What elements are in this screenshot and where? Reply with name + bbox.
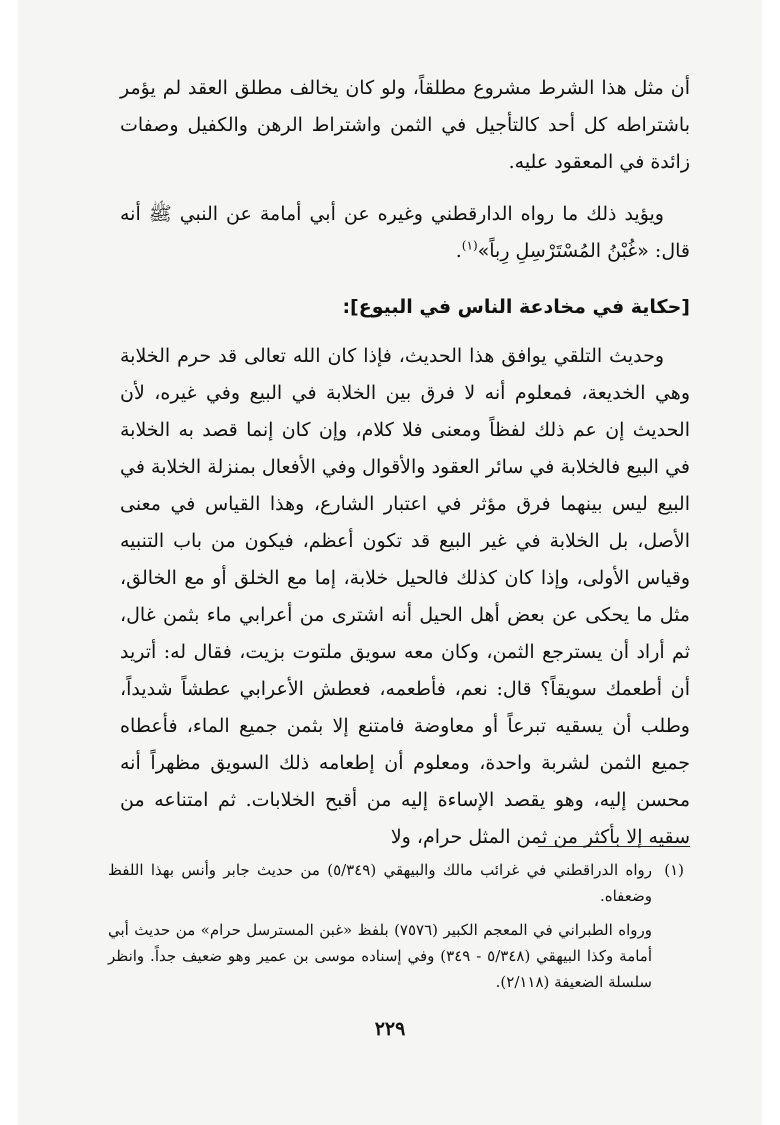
hadith-end: . <box>455 240 462 262</box>
paragraph-intro: أن مثل هذا الشرط مشروع مطلقاً، ولو كان يخالف مطلق العقد لم يؤمر باشتراطه كل أحد كالتأجيل في الثمن واشتراط الرهن والكفيل وصفات زائدة في المعقود عليه. <box>120 77 690 173</box>
footnote-1 <box>108 857 684 909</box>
paragraph-story: وحديث التلقي يوافق هذا الحديث، فإذا كان الله تعالى قد حرم الخلابة وهي الخديعة، فمعلوم أنه لا فرق بين الخلابة في البيع وفي غيره، لأن الحديث إن عم ذلك لفظاً ومعنى فلا كلام، وإن كان إنما قصد به الخلابة في البيع فالخلابة في سائر العقود والأقوال وفي الأفعال بمنزلة الخلابة في البيع ليس بينهما فرق مؤثر في اعتبار الشارع، وهذا القياس في معنى الأصل، بل الخلابة في غير البيع قد تكون أعظم، فيكون من باب التنبيه وقياس الأولى، وإذا كان كذلك فالحيل خلابة، إما مع الخلق أو مع الخالق، مثل ما يحكى عن بعض أهل الحيل أنه اشترى من أعرابي ماء بثمن غال، ثم أراد أن يسترجع الثمن، وكان معه سويق ملتوت بزيت، فقال له: أتريد أن أطعمك سويقاً؟ قال: نعم، فأطعمه، فعطش الأعرابي عطشاً شديداً، وطلب أن يسقيه تبرعاً أو معاوضة فامتنع إلا بثمن جميع الماء، فأعطاه جميع الثمن لشربة واحدة، ومعلوم أن إطعامه ذلك السويق مظهراً أنه محسن إليه، وهو يقصد الإساءة إليه من أقبح الخلابات. ثم امتناعه من سقيه إلا بأكثر من ثمن المثل حرام، ولا <box>120 345 691 848</box>
footnote-number: (١) <box>664 861 684 879</box>
footnotes <box>108 857 684 995</box>
footnote-marker[interactable]: (١) <box>461 238 478 253</box>
hadith-lead-text: ويؤيد ذلك ما رواه الدارقطني وغيره عن أبي أمامة عن النبي ﷺ أنه قال: <box>120 203 690 262</box>
footnote-1-continued <box>108 917 684 995</box>
section-heading: [حكاية في مخادعة الناس في البيوع]: <box>342 296 690 318</box>
hadith-quote: «غُبْنُ المُسْتَرْسِلِ رِباً» <box>477 240 649 262</box>
footnote-divider <box>538 846 690 847</box>
paragraph-hadith <box>120 196 690 270</box>
footnote-text: ورواه الطبراني في المعجم الكبير (٧٥٧٦) بلفظ «غبن المسترسل حرام» من حديث أبي أمامة وكذا البيهقي (٥/٣٤٨ - ٣٤٩) وفي إسناده موسى بن عمير وهو ضعيف جداً. وانظر سلسلة الضعيفة (٢/١١٨). <box>108 921 653 991</box>
footnote-text: رواه الدراقطني في غرائب مالك والبيهقي (٥/٣٤٩) من حديث جابر وأنس بهذا اللفظ وضعفاه. <box>108 861 652 905</box>
page-number: ٢٢٩ <box>374 1018 406 1040</box>
